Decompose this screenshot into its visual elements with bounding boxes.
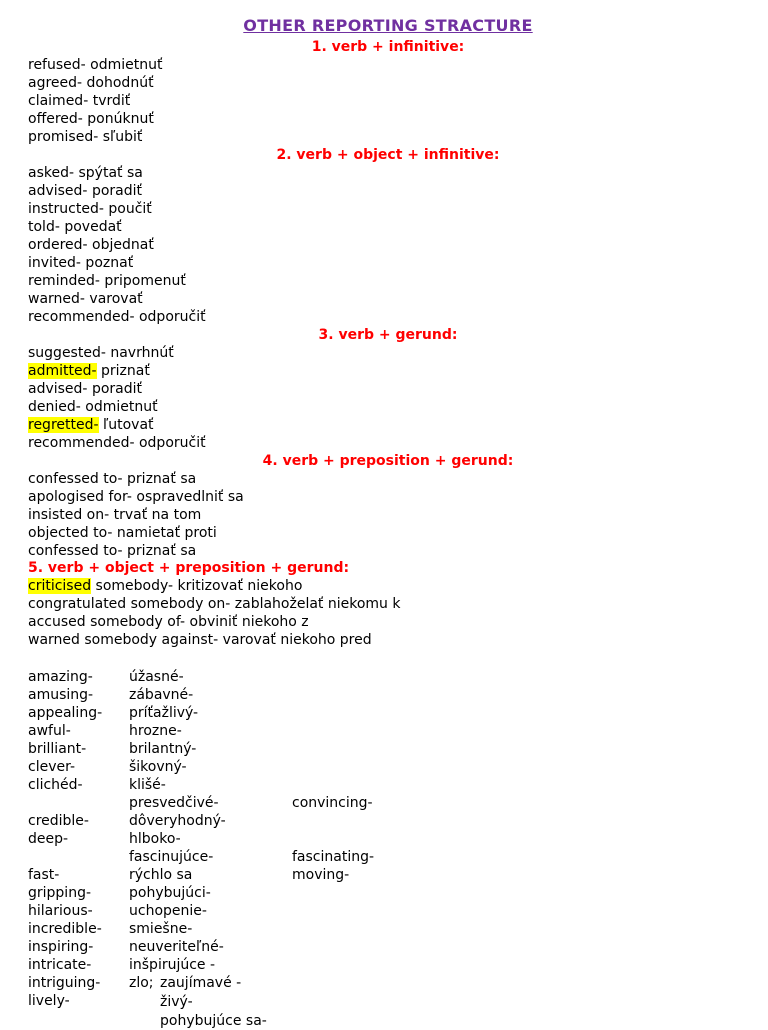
english-verb: objected to- xyxy=(28,525,113,541)
vocab-row xyxy=(28,506,201,524)
vocab-row xyxy=(28,470,196,488)
adjective-slovak: šikovný- xyxy=(129,759,187,775)
english-verb: recommended- xyxy=(28,435,135,451)
adjective-slovak: neuveriteľné- xyxy=(129,939,224,955)
adjective-english: intriguing- xyxy=(28,975,101,991)
slovak-translation: sľubiť xyxy=(98,129,143,145)
adjective-english: amazing- xyxy=(28,669,93,685)
section-heading: 5. verb + object + preposition + gerund: xyxy=(28,560,350,576)
vocab-row xyxy=(28,308,206,326)
vocab-row xyxy=(28,74,154,92)
vocab-row xyxy=(28,56,163,74)
adjective-english: intricate- xyxy=(28,957,92,973)
adjective-slovak: smiešne- xyxy=(129,921,193,937)
adjective-english: clever- xyxy=(28,759,76,775)
adjective-english: credible- xyxy=(28,813,89,829)
slovak-translation: trvať na tom xyxy=(109,507,202,523)
english-verb: asked- xyxy=(28,165,75,181)
vocab-row xyxy=(28,542,196,560)
adjective-slovak: klišé- xyxy=(129,777,166,793)
vocab-row xyxy=(28,218,122,236)
adjective-english: deep- xyxy=(28,831,69,847)
english-verb: offered- xyxy=(28,111,83,127)
slovak-translation: somebody- kritizovať niekoho xyxy=(91,578,303,594)
adjective-slovak: presvedčivé- xyxy=(129,795,219,811)
adjective-slovak: príťažlivý- xyxy=(129,705,199,721)
slovak-translation: priznať xyxy=(96,363,150,379)
vocab-row xyxy=(28,164,143,182)
adjective-english: brilliant- xyxy=(28,741,87,757)
page-title: OTHER REPORTING STRACTURE xyxy=(243,16,533,35)
vocab-row xyxy=(28,595,400,613)
slovak-translation: ospravedlniť sa xyxy=(131,489,244,505)
adjective-slovak-overlay: pohybujúce sa- xyxy=(160,1013,267,1029)
slovak-translation: objednať xyxy=(87,237,154,253)
english-verb: apologised for- xyxy=(28,489,132,505)
slovak-translation: tvrdiť xyxy=(88,93,131,109)
vocab-row xyxy=(28,416,154,434)
slovak-translation: odmietnuť xyxy=(85,57,163,73)
slovak-translation: ponúknuť xyxy=(82,111,154,127)
english-verb: reminded- xyxy=(28,273,100,289)
slovak-translation: navrhnúť xyxy=(105,345,174,361)
english-verb: instructed- xyxy=(28,201,104,217)
english-verb: denied- xyxy=(28,399,81,415)
adjective-slovak-overlay: živý- xyxy=(160,994,193,1010)
english-verb: ordered- xyxy=(28,237,88,253)
slovak-translation: zablahoželať niekomu k xyxy=(230,596,401,612)
adjective-slovak: hlboko- xyxy=(129,831,181,847)
slovak-translation: pripomenuť xyxy=(99,273,186,289)
slovak-translation: dohodnúť xyxy=(82,75,154,91)
adjective-slovak-overlay: zaujímavé - xyxy=(160,975,242,991)
slovak-translation: poučiť xyxy=(103,201,152,217)
english-verb: criticised xyxy=(28,578,92,594)
english-verb: recommended- xyxy=(28,309,135,325)
adjective-english: appealing- xyxy=(28,705,103,721)
slovak-translation: priznať sa xyxy=(122,471,197,487)
english-verb: advised- xyxy=(28,381,88,397)
section-heading: 3. verb + gerund: xyxy=(318,327,458,343)
slovak-translation: odporučiť xyxy=(134,309,206,325)
vocab-row xyxy=(28,631,372,649)
adjective-slovak: zlo; xyxy=(129,975,154,991)
english-verb: warned somebody against- xyxy=(28,632,219,648)
adjective-slovak: úžasné- xyxy=(129,669,184,685)
section-heading: 2. verb + object + infinitive: xyxy=(276,147,500,163)
vocab-row xyxy=(28,398,158,416)
vocab-row xyxy=(28,110,154,128)
vocab-row xyxy=(28,362,150,380)
section-heading: 1. verb + infinitive: xyxy=(311,39,465,55)
vocab-row xyxy=(28,434,206,452)
vocab-row xyxy=(28,524,217,542)
adjective-english: awful- xyxy=(28,723,71,739)
adjective-english: hilarious- xyxy=(28,903,93,919)
english-verb: insisted on- xyxy=(28,507,110,523)
adjective-slovak: dôveryhodný- xyxy=(129,813,226,829)
adjective-english: incredible- xyxy=(28,921,102,937)
english-verb: confessed to- xyxy=(28,471,123,487)
section-heading: 4. verb + preposition + gerund: xyxy=(262,453,514,469)
adjective-slovak: zábavné- xyxy=(129,687,194,703)
slovak-translation: ľutovať xyxy=(98,417,154,433)
english-verb: suggested- xyxy=(28,345,106,361)
slovak-translation: poznať xyxy=(80,255,134,271)
adjective-english-extra: convincing- xyxy=(292,795,373,811)
english-verb: invited- xyxy=(28,255,81,271)
slovak-translation: varovať niekoho pred xyxy=(218,632,372,648)
adjective-english: inspiring- xyxy=(28,939,94,955)
adjective-slovak: uchopenie- xyxy=(129,903,207,919)
vocab-row xyxy=(28,254,133,272)
adjective-slovak: pohybujúci- xyxy=(129,885,211,901)
adjective-slovak: rýchlo sa xyxy=(129,867,193,883)
english-verb: agreed- xyxy=(28,75,83,91)
slovak-translation: spýtať sa xyxy=(74,165,143,181)
vocab-row xyxy=(28,380,142,398)
english-verb: advised- xyxy=(28,183,88,199)
adjective-english: amusing- xyxy=(28,687,94,703)
slovak-translation: priznať sa xyxy=(122,543,197,559)
slovak-translation: odmietnuť xyxy=(80,399,158,415)
slovak-translation: poradiť xyxy=(87,183,143,199)
adjective-english: gripping- xyxy=(28,885,92,901)
adjective-english: fast- xyxy=(28,867,60,883)
vocab-row xyxy=(28,92,130,110)
adjective-english: lively- xyxy=(28,993,70,1009)
english-verb: accused somebody of- xyxy=(28,614,186,630)
vocab-row xyxy=(28,488,244,506)
vocab-row xyxy=(28,290,143,308)
english-verb: told- xyxy=(28,219,60,235)
adjective-english-extra: fascinating- xyxy=(292,849,375,865)
adjective-slovak: brilantný- xyxy=(129,741,197,757)
adjective-slovak: inšpirujúce - xyxy=(129,957,216,973)
english-verb: regretted- xyxy=(28,417,99,433)
vocab-row xyxy=(28,200,152,218)
slovak-translation: odporučiť xyxy=(134,435,206,451)
slovak-translation: povedať xyxy=(59,219,122,235)
vocab-row xyxy=(28,577,302,595)
vocab-row xyxy=(28,613,309,631)
adjective-english: clichéd- xyxy=(28,777,83,793)
vocab-row xyxy=(28,128,142,146)
english-verb: promised- xyxy=(28,129,99,145)
english-verb: claimed- xyxy=(28,93,89,109)
adjective-slovak: hrozne- xyxy=(129,723,182,739)
vocab-row xyxy=(28,272,186,290)
slovak-translation: poradiť xyxy=(87,381,143,397)
vocab-row xyxy=(28,182,142,200)
adjective-slovak: fascinujúce- xyxy=(129,849,214,865)
adjective-english-extra: moving- xyxy=(292,867,350,883)
english-verb: congratulated somebody on- xyxy=(28,596,231,612)
slovak-translation: varovať xyxy=(84,291,143,307)
english-verb: confessed to- xyxy=(28,543,123,559)
slovak-translation: namietať proti xyxy=(112,525,217,541)
english-verb: admitted- xyxy=(28,363,97,379)
slovak-translation: obviniť niekoho z xyxy=(185,614,309,630)
english-verb: warned- xyxy=(28,291,85,307)
vocab-row xyxy=(28,344,174,362)
vocab-row xyxy=(28,236,154,254)
english-verb: refused- xyxy=(28,57,86,73)
